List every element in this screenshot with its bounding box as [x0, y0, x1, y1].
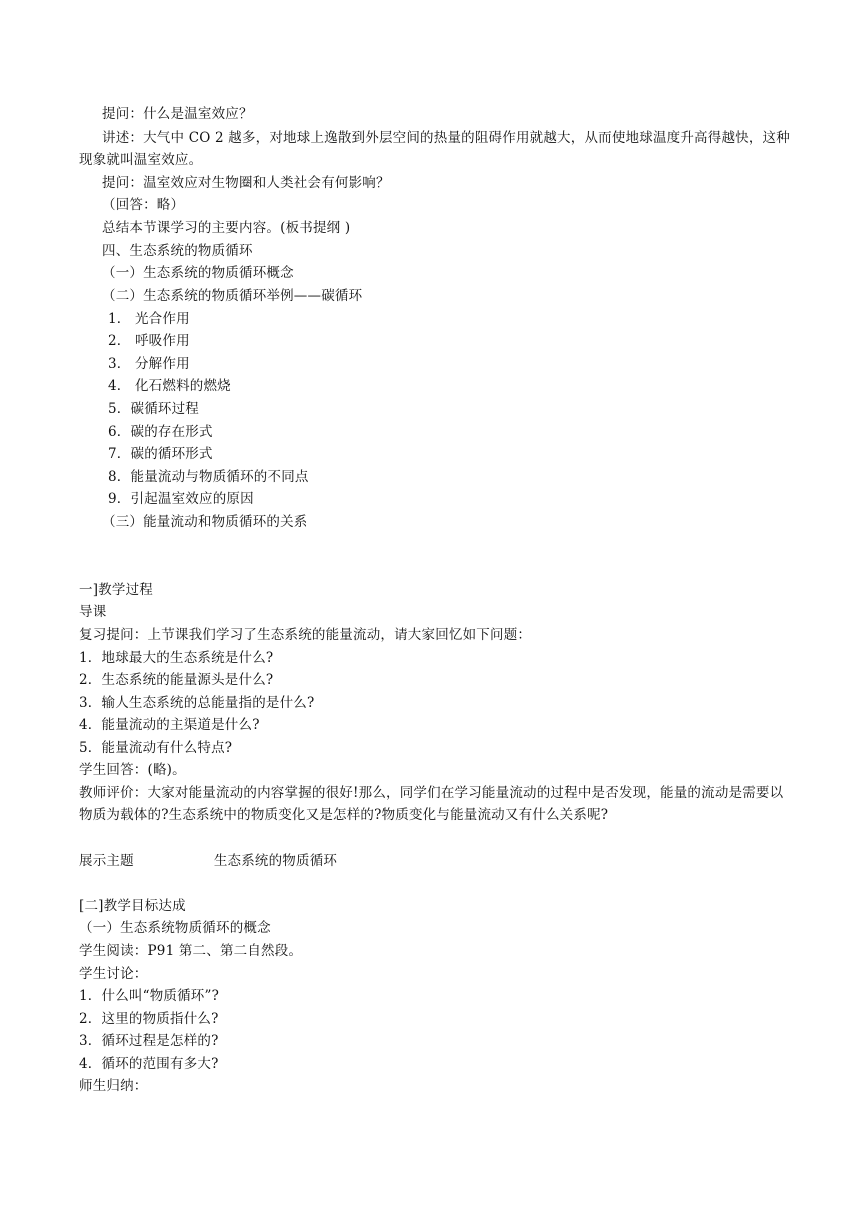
review-question: 3．输人生态系统的总能量指的是什么? [79, 695, 315, 711]
topic-label: 展示主题 [79, 853, 134, 869]
discussion-question: 1．什么叫“物质循环”? [79, 988, 220, 1004]
intro-label: 导课 [79, 604, 107, 620]
list-item: 3． 分解作用 [108, 356, 190, 372]
topic-row [79, 850, 337, 872]
lesson-summary: 总结本节课学习的主要内容。(板书提纲 ) [102, 220, 351, 236]
student-answer: 学生回答：(略)。 [79, 762, 186, 778]
review-question: 1．地球最大的生态系统是什么? [79, 650, 274, 666]
topic-value: 生态系统的物质循环 [213, 853, 338, 869]
conclusion-label: 师生归纳： [79, 1078, 148, 1094]
question-impact: 提问：温室效应对生物圈和人类社会有何影响？ [102, 175, 390, 191]
list-item: 2． 呼吸作用 [108, 333, 190, 349]
discussion-question: 2．这里的物质指什么? [79, 1011, 219, 1027]
list-item: 8．能量流动与物质循环的不同点 [108, 469, 309, 485]
answer-omitted: （回答：略） [102, 197, 185, 213]
list-item: 5．碳循环过程 [108, 401, 199, 417]
discussion-question: 3．循环过程是怎样的? [79, 1033, 219, 1049]
list-item: 9．引起温室效应的原因 [108, 491, 254, 507]
list-item: 7．碳的循环形式 [108, 446, 213, 462]
review-question: 4．能量流动的主渠道是什么? [79, 717, 260, 733]
objective-sub-one: （一）生态系统物质循环的概念 [79, 920, 271, 936]
list-item: 1． 光合作用 [108, 311, 190, 327]
student-reading: 学生阅读：P91 第二、第二自然段。 [79, 943, 303, 959]
discussion-question: 4．循环的范围有多大? [79, 1056, 219, 1072]
question-greenhouse: 提问：什么是温室效应？ [102, 106, 253, 122]
review-question: 5．能量流动有什么特点? [79, 740, 233, 756]
outline-sub-two: （二）生态系统的物质循环举例——碳循环 [102, 288, 363, 304]
teacher-evaluation: 教师评价：大家对能量流动的内容掌握的很好!那么，同学们在学习能量流动的过程中是否发现，能量的流动是需要以物质为载体的?生态系统中的物质变化又是怎样的?物质变化与能量流动又有什么关系呢? [79, 785, 784, 823]
section-heading-process: 一]教学过程 [79, 582, 153, 598]
outline-heading-four: 四、生态系统的物质循环 [102, 243, 253, 259]
explanation-paragraph: 讲述：大气中 CO 2 越多，对地球上逸散到外层空间的热量的阻碍作用就越大，从而使地球温度升高得越快，这种现象就叫温室效应。 [79, 130, 790, 168]
student-discussion: 学生讨论： [79, 966, 148, 982]
list-item: 6．碳的存在形式 [108, 424, 213, 440]
review-prompt: 复习提问：上节课我们学习了生态系统的能量流动，请大家回忆如下问题： [79, 627, 532, 643]
list-item: 4． 化石燃料的燃烧 [108, 378, 231, 394]
section-heading-objectives: [二]教学目标达成 [79, 898, 186, 914]
outline-sub-three: （三）能量流动和物质循环的关系 [102, 514, 308, 530]
review-question: 2．生态系统的能量源头是什么? [79, 672, 274, 688]
outline-sub-one: （一）生态系统的物质循环概念 [102, 265, 294, 281]
